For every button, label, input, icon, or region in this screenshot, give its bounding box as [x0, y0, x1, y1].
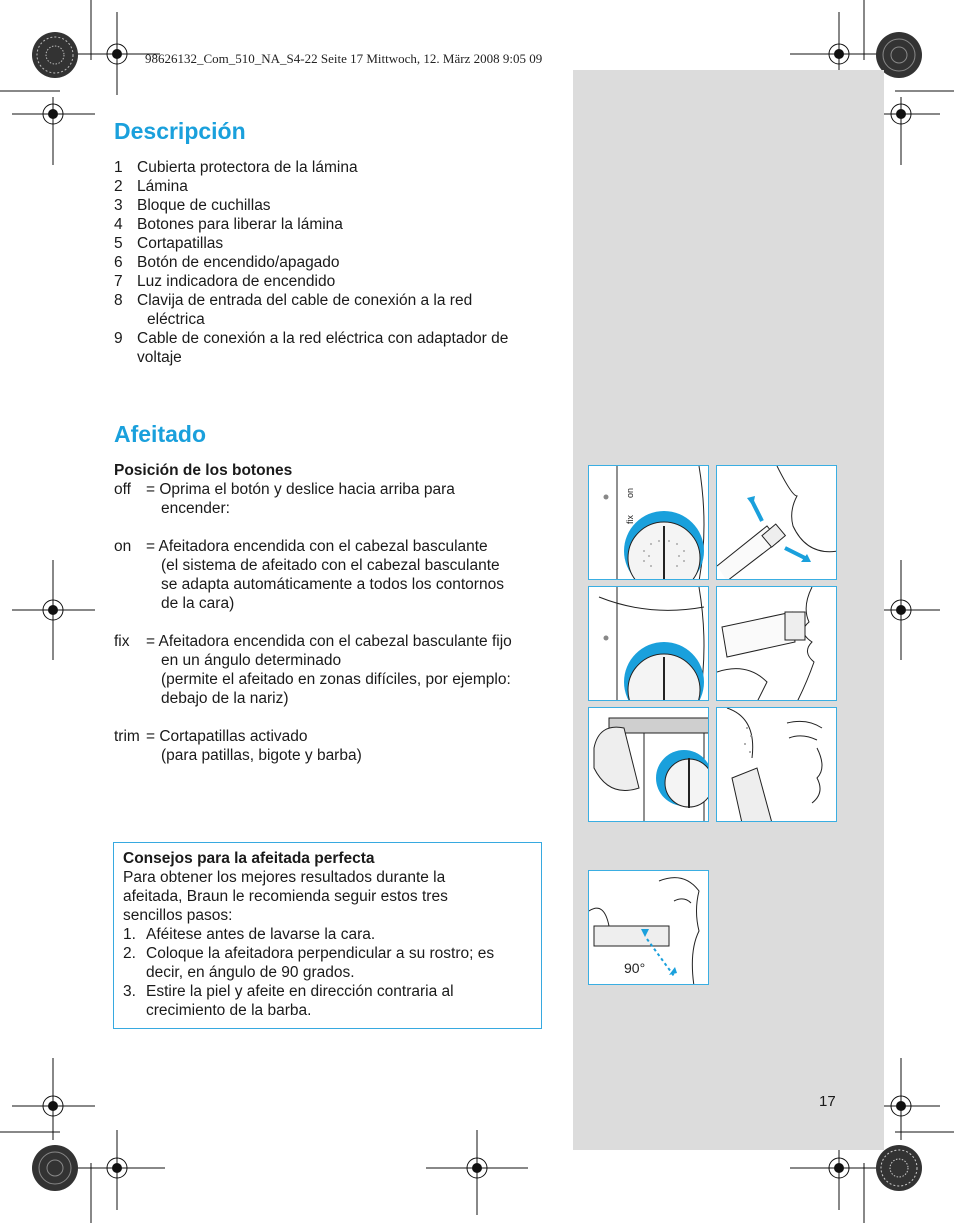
- list-item: 8 Clavija de entrada del cable de conexión a la red: [114, 292, 473, 309]
- section-title-afeitado: Afeitado: [114, 421, 206, 447]
- page-number: 17: [819, 1093, 836, 1110]
- list-item: 9 Cable de conexión a la red eléctrica con adaptador de: [114, 330, 509, 347]
- parts-list: [114, 158, 554, 367]
- figure-switch-fix: [588, 586, 709, 701]
- figure-trimming-sideburns: [716, 707, 837, 822]
- section-title-descripcion: Descripción: [114, 118, 246, 144]
- starburst-target-tl: [32, 32, 78, 78]
- list-item: 6 Botón de encendido/apagado: [114, 254, 340, 271]
- list-item: 1. Aféitese antes de lavarse la cara.: [123, 926, 376, 943]
- list-item: 4 Botones para liberar la lámina: [114, 216, 343, 233]
- list-item-continuation: voltaje: [137, 349, 182, 366]
- position-key-fix: fix: [114, 633, 130, 650]
- list-item: 3 Bloque de cuchillas: [114, 197, 271, 214]
- switch-positions: off = Oprima el botón y deslice hacia arriba para encender: on = Afeitadora encendida con el cabezal basculante (el sistema de afeitado con el cabezal basculante se adapta automáticamente a todos los contornos de la cara) fix = Afeitadora encendida con el cabezal basculante fijo en un ángulo determinado (permite el afeitado en zonas difíciles, por ejemplo: debajo de la nariz) trim = Cortapatillas activado (para patillas, bigote y barba): [114, 481, 512, 764]
- figure-90-degree-angle: [588, 870, 709, 985]
- print-header: 98626132_Com_510_NA_S4-22 Seite 17 Mittwoch, 12. März 2008 9:05 09: [145, 51, 543, 66]
- starburst-target-bl: [32, 1145, 78, 1191]
- list-item-continuation: eléctrica: [147, 311, 205, 328]
- switch-label-on: on: [625, 487, 635, 498]
- figure-switch-on: [588, 465, 709, 580]
- figure-shaving-neck: [716, 465, 837, 580]
- list-item: 5 Cortapatillas: [114, 235, 224, 252]
- list-item: 2. Coloque la afeitadora perpendicular a su rostro; es: [123, 945, 495, 962]
- angle-label: 90°: [624, 960, 646, 976]
- position-key-off: off: [114, 481, 131, 498]
- figure-trimmer-extended: [588, 707, 709, 822]
- tips-title: Consejos para la afeitada perfecta: [123, 850, 375, 867]
- starburst-target-br: [876, 1145, 922, 1191]
- list-item: 7 Luz indicadora de encendido: [114, 273, 336, 290]
- list-item: 3. Estire la piel y afeite en dirección contraria al: [123, 983, 454, 1000]
- position-key-on: on: [114, 538, 132, 555]
- list-item: 2 Lámina: [114, 178, 188, 195]
- figure-shaving-lip: [716, 586, 837, 701]
- subsection-title: Posición de los botones: [114, 462, 293, 479]
- position-key-trim: trim: [114, 728, 140, 745]
- list-item: 1 Cubierta protectora de la lámina: [114, 159, 358, 176]
- tips-box: Consejos para la afeitada perfecta Para obtener los mejores resultados durante la afeitada, Braun le recomienda seguir estos tres sencillos pasos: 1. Aféitese antes de lavarse la cara. 2. Coloque la afeitadora perpendicular a su rostro; es decir, en ángulo de 90 grados. 3. Estire la piel y afeite en dirección contraria al crecimiento de la barba.: [113, 842, 542, 1029]
- switch-label-fix: fix: [625, 515, 635, 524]
